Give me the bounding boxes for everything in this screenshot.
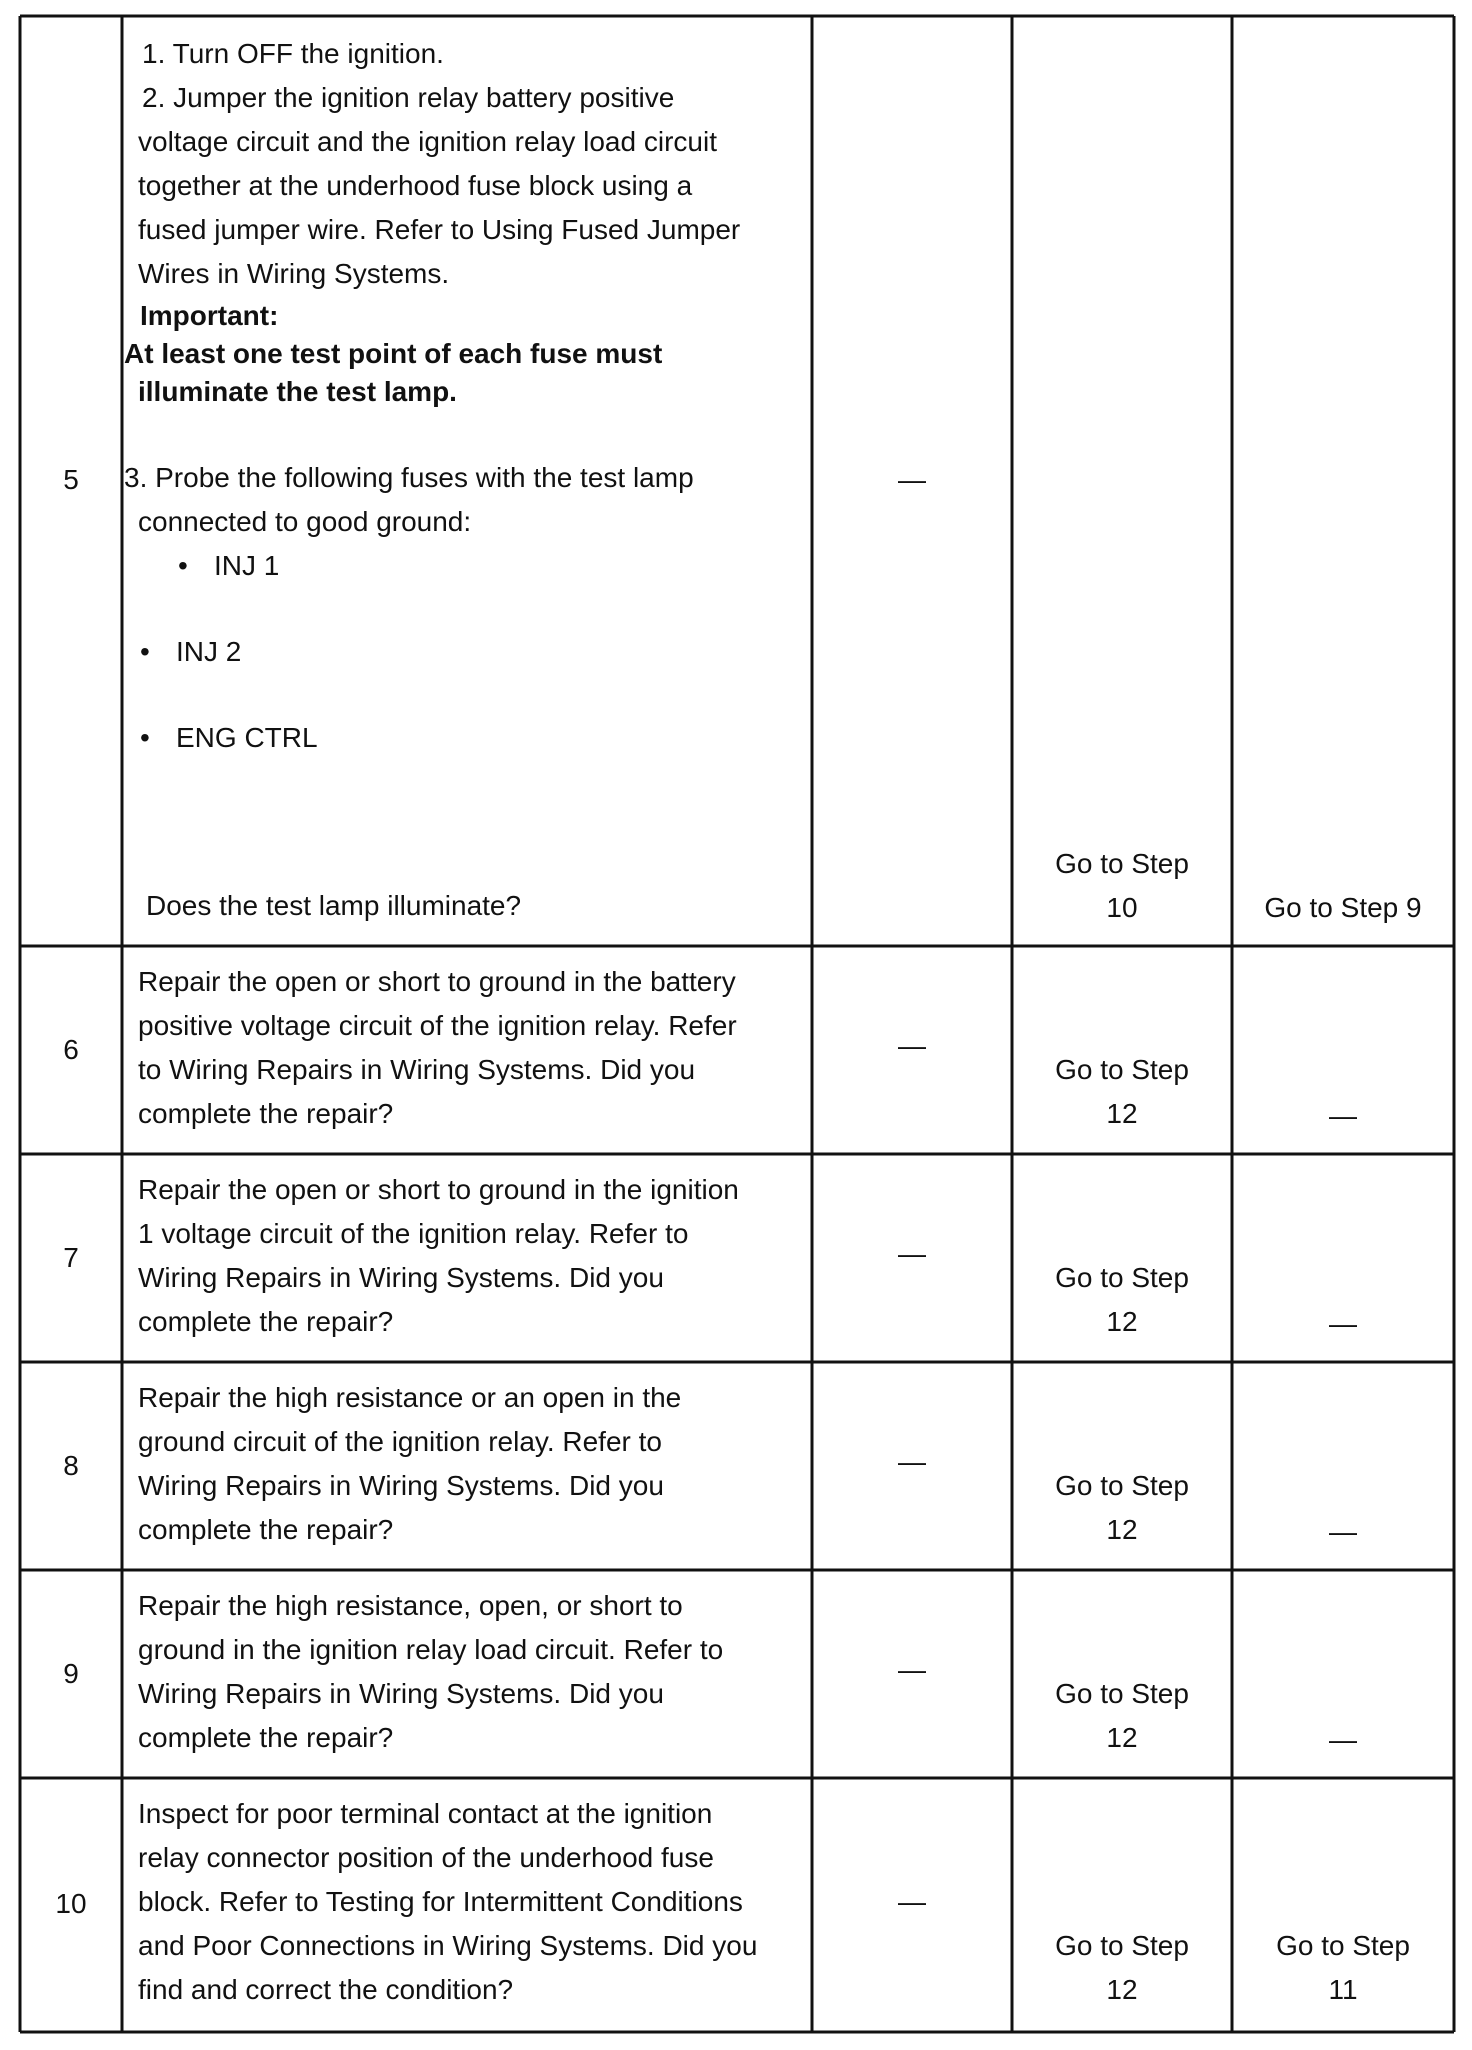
value-dash: — [898,1238,926,1269]
row-10-line-4: and Poor Connections in Wiring Systems. Did you [138,1930,758,1961]
row-7-line-3: Wiring Repairs in Wiring Systems. Did you [138,1262,664,1293]
yes-action-line-1: Go to Step [1055,848,1189,879]
yes-action-line-2: 12 [1106,1514,1138,1545]
row-5-line-4: together at the underhood fuse block using a [138,170,693,201]
value-dash: — [898,1654,926,1685]
important-text-1: At least one test point of each fuse must [124,338,663,369]
row-10-line-3: block. Refer to Testing for Intermittent Conditions [138,1886,743,1917]
yes-action-line-2: 12 [1106,1722,1138,1753]
step-number: 10 [55,1888,87,1919]
row-10-line-1: Inspect for poor terminal contact at the ignition [138,1798,713,1829]
yes-action-line-2: 12 [1106,1974,1138,2005]
yes-action-line-2: 12 [1106,1098,1138,1129]
step-number: 9 [63,1658,79,1689]
important-label: Important: [140,300,279,331]
value-dash: — [898,1446,926,1477]
row-6-line-4: complete the repair? [138,1098,394,1129]
row-7-line-2: 1 voltage circuit of the ignition relay. Refer to [138,1218,689,1249]
row-7-line-4: complete the repair? [138,1306,394,1337]
row-10-line-2: relay connector position of the underhood fuse [138,1842,714,1873]
bullet-item: • INJ 2 [140,636,242,667]
step-number: 6 [63,1034,79,1065]
no-action: — [1329,1516,1357,1547]
value-dash: — [898,1886,926,1917]
row-9-line-4: complete the repair? [138,1722,394,1753]
step-number: 8 [63,1450,79,1481]
no-action: — [1329,1100,1357,1131]
row-7-line-1: Repair the open or short to ground in the ignition [138,1174,739,1205]
row-5-step3-line-2: connected to good ground: [138,506,472,537]
row-5-line-6: Wires in Wiring Systems. [138,258,450,289]
row-8-line-4: complete the repair? [138,1514,394,1545]
important-text-2: illuminate the test lamp. [138,376,457,407]
row-5-line-2: 2. Jumper the ignition relay battery positive [142,82,675,113]
no-action: Go to Step 9 [1264,892,1422,923]
row-8-line-3: Wiring Repairs in Wiring Systems. Did you [138,1470,664,1501]
value-dash: — [898,1030,926,1061]
yes-action-line-2: 12 [1106,1306,1138,1337]
yes-action-line-2: 10 [1106,892,1138,923]
no-action: — [1329,1308,1357,1339]
step-number: 5 [63,464,79,495]
no-action-line-2: 11 [1328,1974,1358,2005]
yes-action-line-1: Go to Step [1055,1678,1189,1709]
no-action-line-1: Go to Step [1276,1930,1410,1961]
row-8-line-1: Repair the high resistance or an open in the [138,1382,682,1413]
row-9-line-1: Repair the high resistance, open, or short to [138,1590,683,1621]
bullet-item: • ENG CTRL [140,722,318,753]
row-6-line-3: to Wiring Repairs in Wiring Systems. Did you [138,1054,696,1085]
row-5-step3-line-1: 3. Probe the following fuses with the test lamp [124,462,694,493]
row-5-line-1: 1. Turn OFF the ignition. [142,38,444,69]
bullet-item: • INJ 1 [178,550,280,581]
row-9-line-2: ground in the ignition relay load circuit. Refer to [138,1634,724,1665]
row-8-line-2: ground circuit of the ignition relay. Refer to [138,1426,662,1457]
no-action: — [1329,1724,1357,1755]
row-5-line-3: voltage circuit and the ignition relay load circuit [138,126,717,157]
yes-action-line-1: Go to Step [1055,1054,1189,1085]
row-9-line-3: Wiring Repairs in Wiring Systems. Did you [138,1678,664,1709]
row-6-line-2: positive voltage circuit of the ignition relay. Refer [138,1010,737,1041]
row-5-line-5: fused jumper wire. Refer to Using Fused Jumper [138,214,741,245]
row-10-line-5: find and correct the condition? [138,1974,514,2005]
yes-action-line-1: Go to Step [1055,1930,1189,1961]
row-5-question: Does the test lamp illuminate? [146,890,522,921]
yes-action-line-1: Go to Step [1055,1262,1189,1293]
step-number: 7 [63,1242,79,1273]
yes-action-line-1: Go to Step [1055,1470,1189,1501]
value-dash: — [898,464,926,495]
row-6-line-1: Repair the open or short to ground in the battery [138,966,736,997]
